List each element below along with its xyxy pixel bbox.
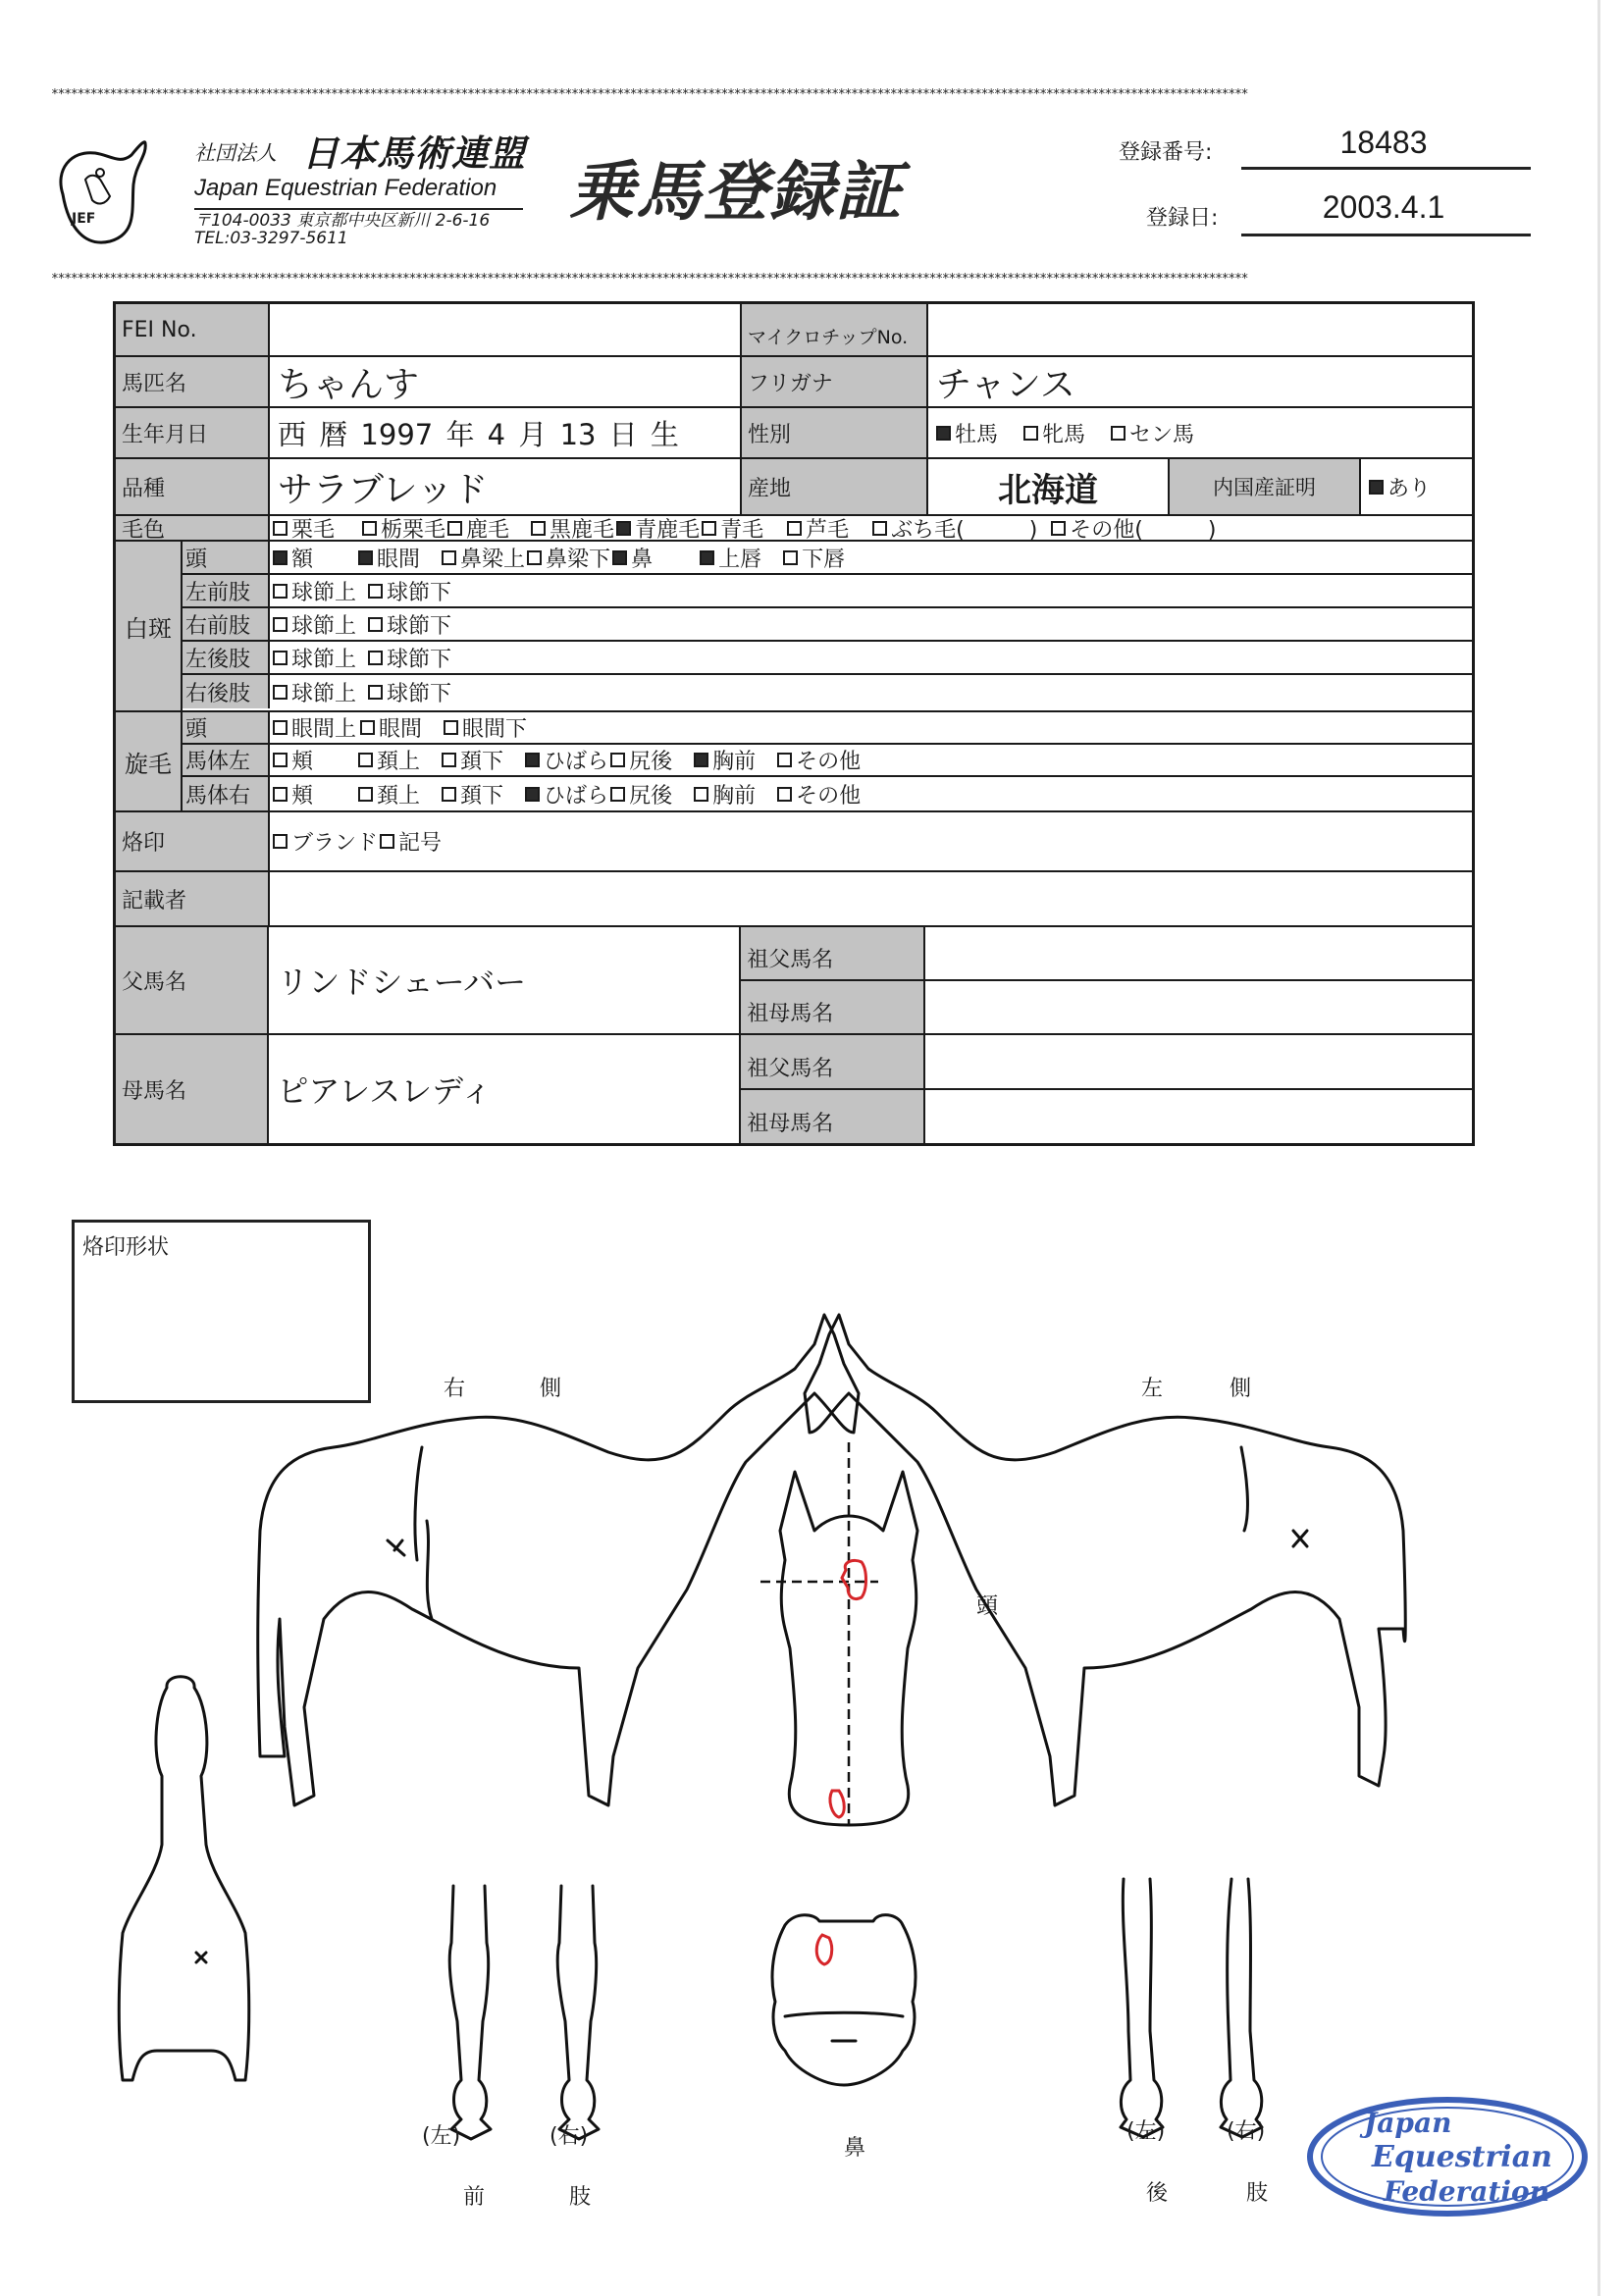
checkbox-label: 眼間 [377, 547, 421, 572]
whorls-row-body-left [183, 745, 1472, 777]
hindlimb-caption-2: 肢 [1246, 2181, 1269, 2206]
forelimb-caption-1: 前 [463, 2185, 486, 2210]
field-furigana[interactable]: チャンス [936, 364, 1075, 405]
checkbox-icon [273, 753, 288, 767]
checkbox-brand[interactable] [273, 826, 378, 857]
checkbox-label: 鼻梁下 [546, 547, 611, 572]
checkbox-icon [273, 720, 288, 735]
checkbox-icon [273, 617, 288, 632]
checkbox-label: 眼間 [379, 717, 423, 742]
checkbox-label: 球節上 [291, 681, 357, 706]
row-fei-microchip [116, 304, 1472, 357]
field-brand [270, 812, 1472, 870]
sublabel: 頭 [183, 712, 270, 743]
label-white-markings: 白斑 [116, 542, 183, 710]
horse-head-front-icon [760, 1442, 917, 1825]
sublabel: 左前肢 [183, 575, 270, 606]
checkbox-below-fetlock[interactable] [368, 677, 451, 707]
sublabel: 右前肢 [183, 608, 270, 640]
label-grandsire: 祖父馬名 [739, 927, 925, 979]
field-coat-color [270, 516, 1472, 543]
checkbox-icon [1023, 426, 1038, 441]
options [270, 608, 463, 640]
label-whorls: 旋毛 [116, 712, 183, 810]
checkbox-icon [787, 521, 802, 536]
checkbox-coat-4[interactable] [616, 513, 700, 544]
checkbox-1[interactable] [358, 779, 420, 809]
checkbox-icon [783, 550, 798, 565]
checkbox-below-fetlock[interactable] [368, 576, 451, 606]
hindlimb-right-label: (右) [1227, 2119, 1266, 2144]
jef-seal-stamp [1305, 2093, 1590, 2220]
checkbox-icon [273, 584, 288, 599]
checkbox-1[interactable] [358, 745, 420, 775]
white-markings-row-left-hind [183, 642, 1472, 675]
sublabel: 右後肢 [183, 675, 270, 708]
brand-shape-label: 烙印形状 [82, 1235, 170, 1260]
star-divider-bottom: **************************************************************************************************************************************************************************************** [51, 273, 1248, 287]
checkbox-5[interactable] [694, 779, 756, 809]
field-fei-no[interactable] [270, 304, 742, 355]
checkbox-label: その他 [796, 750, 862, 774]
row-coat-color [116, 516, 1472, 542]
label-granddam: 祖母馬名 [739, 1090, 925, 1143]
checkbox-coat-8[interactable] [1051, 513, 1216, 544]
checkbox-label: 胸前 [712, 783, 757, 809]
label-horse-name: 馬匹名 [116, 357, 270, 406]
checkbox-icon [531, 521, 546, 536]
field-dam-granddam[interactable] [925, 1090, 1472, 1143]
checkbox-checked-icon [525, 787, 540, 802]
checkbox-icon [447, 521, 462, 536]
white-markings-row-right-fore [183, 608, 1472, 642]
checkbox-3[interactable] [525, 779, 608, 809]
checkbox-label: 黒鹿毛 [550, 517, 615, 543]
checkbox-label: 下唇 [802, 547, 846, 572]
checkbox-label: 頚上 [377, 783, 421, 809]
field-horse-name[interactable]: ちゃんす [270, 357, 742, 406]
checkbox-label: 記号 [398, 831, 443, 856]
field-recorder[interactable] [270, 872, 1472, 925]
document-title: 乗馬登録証 [569, 154, 903, 230]
checkbox-whorl-head-0[interactable] [273, 712, 356, 743]
white-markings-head-options [270, 542, 857, 573]
label-grandsire: 祖父馬名 [739, 1035, 925, 1088]
checkbox-coat-1[interactable] [362, 513, 445, 544]
horse-right-side-icon [258, 1315, 859, 1805]
checkbox-wm-head-2[interactable] [442, 543, 525, 573]
hindlimb-left-label: (左) [1126, 2119, 1166, 2144]
checkbox-label: 球節下 [387, 647, 452, 672]
checkbox-label: 球節下 [387, 580, 452, 605]
checkbox-icon [872, 521, 887, 536]
white-markings-rows [183, 542, 1472, 710]
row-sire-grandsire [739, 927, 1472, 981]
checkbox-label: 牡馬 [955, 422, 999, 447]
checkbox-above-fetlock[interactable] [273, 677, 356, 707]
jef-logo-icon [51, 135, 149, 248]
row-sire-granddam [739, 981, 1472, 1033]
checkbox-label: 頬 [291, 750, 314, 774]
forelimbs-icon [449, 1886, 599, 2139]
checkbox-wm-head-5[interactable] [700, 543, 761, 573]
checkbox-icon [610, 753, 625, 767]
star-divider-top: **************************************************************************************************************************************************************************************** [51, 88, 1248, 102]
field-sire-grandsire[interactable] [925, 927, 1472, 979]
label-coat-color: 毛色 [116, 516, 270, 540]
org-address [194, 212, 490, 247]
checkbox-label: 頚下 [460, 783, 504, 809]
checkbox-label: 栗毛 [291, 517, 336, 543]
logo-text: JEF [72, 211, 96, 227]
checkbox-icon [610, 787, 625, 802]
checkbox-label: 尻後 [629, 783, 673, 809]
hindlimb-caption-1: 後 [1146, 2181, 1169, 2206]
checkbox-label: セン馬 [1129, 422, 1195, 447]
sire-grandparents [739, 927, 1472, 1033]
checkbox-icon [358, 787, 373, 802]
registration-number-label: 登録番号: [1119, 140, 1213, 165]
checkbox-6[interactable] [777, 779, 861, 809]
row-birth-sex [116, 408, 1472, 459]
group-white-markings [116, 542, 1472, 712]
checkbox-icon [777, 753, 792, 767]
checkbox-sex-gelding[interactable] [1111, 418, 1194, 448]
checkbox-label: 球節上 [291, 580, 357, 605]
field-breed[interactable]: サラブレッド [270, 459, 742, 514]
checkbox-coat-6[interactable] [787, 513, 849, 544]
field-sire-granddam[interactable] [925, 981, 1472, 1033]
checkbox-icon [362, 521, 377, 536]
field-microchip-no[interactable] [928, 304, 1472, 355]
checkbox-domestic-cert-yes[interactable] [1369, 472, 1431, 502]
checkbox-label: 鼻 [631, 547, 654, 572]
whorls-row-body-right [183, 777, 1472, 810]
field-dam-grandsire[interactable] [925, 1035, 1472, 1088]
group-whorls [116, 712, 1472, 812]
label-brand: 烙印 [116, 812, 270, 870]
left-side-label-2: 側 [1230, 1377, 1252, 1401]
checkbox-above-fetlock[interactable] [273, 576, 356, 606]
checkbox-checked-icon [273, 550, 288, 565]
options [270, 712, 539, 743]
row-brand [116, 812, 1472, 872]
checkbox-wm-head-1[interactable] [358, 543, 420, 573]
checkbox-coat-0[interactable] [273, 513, 335, 544]
checkbox-icon [694, 787, 708, 802]
label-furigana: フリガナ [742, 357, 928, 406]
label-birth-date: 生年月日 [116, 408, 270, 457]
options [270, 777, 872, 810]
label-origin: 産地 [742, 459, 928, 514]
checkbox-label: 鹿毛 [466, 517, 510, 543]
checkbox-3[interactable] [525, 745, 608, 775]
checkbox-2[interactable] [442, 779, 503, 809]
checkbox-label: 眼間下 [462, 717, 528, 742]
seal-line-3: Federation [1384, 2175, 1550, 2208]
checkbox-label: ひばら [544, 783, 609, 809]
checkbox-label: 眼間上 [291, 717, 357, 742]
checkbox-checked-icon [936, 426, 951, 441]
label-domestic-cert: 内国産証明 [1170, 459, 1361, 514]
registration-number: 18483 [1339, 125, 1428, 160]
checkbox-icon [702, 521, 716, 536]
address-line: 〒104-0033 東京都中央区新川 2-6-16 [194, 211, 491, 231]
registration-number-underline [1241, 167, 1531, 170]
label-recorder: 記載者 [116, 872, 270, 925]
checkbox-5[interactable] [694, 745, 756, 775]
checkbox-label: 青鹿毛 [635, 517, 701, 543]
sublabel: 左後肢 [183, 642, 270, 673]
checkbox-checked-icon [1369, 480, 1384, 495]
label-sex: 性別 [742, 408, 928, 457]
hindlimbs-icon [1121, 1879, 1262, 2137]
white-markings-row-left-fore [183, 575, 1472, 608]
checkbox-label: 栃栗毛 [381, 517, 446, 543]
forelimb-caption-2: 肢 [569, 2185, 592, 2210]
checkbox-icon [1051, 521, 1066, 536]
field-birth-date[interactable]: 西 暦 1997 年 4 月 13 日 生 [270, 408, 742, 457]
checkbox-icon [273, 685, 288, 700]
checkbox-4[interactable] [610, 779, 672, 809]
registration-date-label: 登録日: [1146, 206, 1219, 231]
options [270, 745, 872, 775]
checkbox-icon [442, 550, 456, 565]
right-side-label-1: 右 [444, 1377, 466, 1401]
checkbox-label: 頚上 [377, 750, 421, 774]
checkbox-label: 頬 [291, 783, 314, 809]
checkbox-label: 尻後 [629, 750, 673, 774]
checkbox-label: その他 [796, 783, 862, 809]
seal-line-2: Equestrian [1372, 2140, 1552, 2174]
field-sire[interactable]: リンドシェーバー [277, 964, 527, 1001]
org-name-en: Japan Equestrian Federation [194, 175, 497, 201]
field-dam[interactable]: ピアレスレディ [277, 1072, 493, 1110]
checkbox-icon [777, 787, 792, 802]
checkbox-label: 牝馬 [1042, 422, 1086, 447]
row-dam [116, 1035, 1472, 1143]
checkbox-icon [368, 651, 383, 665]
row-dam-granddam [739, 1090, 1472, 1143]
forelimb-left-label: (左) [422, 2124, 461, 2149]
tel-line: TEL:03-3297-5611 [194, 229, 348, 248]
checkbox-coat-5[interactable] [702, 513, 763, 544]
org-rule [194, 208, 523, 210]
checkbox-coat-3[interactable] [531, 513, 614, 544]
checkbox-checked-icon [700, 550, 714, 565]
checkbox-icon [444, 720, 458, 735]
checkbox-label: ブランド [291, 831, 379, 856]
label-fei-no: FEI No. [116, 304, 270, 355]
checkbox-label: 上唇 [718, 547, 762, 572]
horse-left-side-icon [805, 1315, 1405, 1805]
checkbox-label: 球節下 [387, 681, 452, 706]
dam-grandparents [739, 1035, 1472, 1143]
field-sex [928, 408, 1472, 457]
registration-date-underline [1241, 234, 1531, 236]
horse-top-view-icon [119, 1677, 249, 2080]
label-breed: 品種 [116, 459, 270, 514]
label-dam: 母馬名 [116, 1035, 269, 1143]
sublabel: 頭 [183, 542, 270, 573]
checkbox-label: 球節下 [387, 613, 452, 639]
checkbox-wm-head-3[interactable] [527, 543, 610, 573]
registration-date: 2003.4.1 [1322, 189, 1445, 225]
label-granddam: 祖母馬名 [739, 981, 925, 1033]
checkbox-label: 頚下 [460, 750, 504, 774]
checkbox-0[interactable] [273, 745, 313, 775]
checkbox-label: 球節上 [291, 647, 357, 672]
checkbox-icon [360, 720, 375, 735]
checkbox-label: 胸前 [712, 750, 757, 774]
sublabel: 馬体右 [183, 777, 270, 810]
field-origin[interactable]: 北海道 [928, 459, 1170, 514]
checkbox-wm-head-6[interactable] [783, 543, 845, 573]
registration-form-table [113, 301, 1475, 1146]
row-horse-name [116, 357, 1472, 408]
checkbox-label: その他( ) [1070, 517, 1217, 543]
checkbox-sex-mare[interactable] [1023, 418, 1085, 448]
checkbox-checked-icon [358, 550, 373, 565]
checkbox-icon [380, 834, 394, 849]
checkbox-label: 青毛 [720, 517, 764, 543]
checkbox-6[interactable] [777, 745, 861, 775]
checkbox-below-fetlock[interactable] [368, 643, 451, 673]
white-markings-row-right-hind [183, 675, 1472, 708]
org-prefix: 社団法人 [194, 141, 277, 165]
checkbox-4[interactable] [610, 745, 672, 775]
checkbox-icon [273, 834, 288, 849]
sublabel: 馬体左 [183, 745, 270, 775]
options [270, 675, 463, 708]
whorls-row-head [183, 712, 1472, 745]
checkbox-below-fetlock[interactable] [368, 609, 451, 640]
row-breed-origin [116, 459, 1472, 516]
checkbox-icon [358, 753, 373, 767]
checkbox-icon [368, 584, 383, 599]
checkbox-above-fetlock[interactable] [273, 609, 356, 640]
checkbox-icon [273, 521, 288, 536]
checkbox-label: ひばら [544, 750, 609, 774]
checkbox-symbol[interactable] [380, 826, 442, 857]
checkbox-coat-7[interactable] [872, 513, 1037, 544]
row-recorder [116, 872, 1472, 927]
right-side-label-2: 側 [540, 1377, 562, 1401]
label-microchip-no: マイクロチップNo. [742, 304, 928, 355]
checkbox-label: 芦毛 [806, 517, 850, 543]
checkbox-whorl-head-2[interactable] [444, 712, 527, 743]
checkbox-wm-head-0[interactable] [273, 543, 313, 573]
checkbox-label: あり [1387, 476, 1432, 501]
nose-icon [772, 1915, 916, 2085]
checkbox-checked-icon [525, 753, 540, 767]
checkbox-icon [1111, 426, 1126, 441]
checkbox-checked-icon [612, 550, 627, 565]
head-label: 頭 [976, 1594, 999, 1619]
forelimb-right-label: (右) [550, 2124, 589, 2149]
field-domestic-cert [1361, 459, 1472, 514]
checkbox-2[interactable] [442, 745, 503, 775]
checkbox-label: 額 [291, 547, 314, 572]
checkbox-icon [273, 787, 288, 802]
row-dam-grandsire [739, 1035, 1472, 1090]
checkbox-icon [527, 550, 542, 565]
checkbox-icon [442, 753, 456, 767]
checkbox-icon [368, 685, 383, 700]
checkbox-checked-icon [694, 753, 708, 767]
nose-label: 鼻 [844, 2136, 866, 2161]
options [270, 642, 463, 673]
checkbox-coat-2[interactable] [447, 513, 509, 544]
checkbox-icon [442, 787, 456, 802]
checkbox-0[interactable] [273, 779, 313, 809]
checkbox-label: 鼻梁上 [460, 547, 526, 572]
whorls-rows [183, 712, 1472, 810]
org-name-ja: 日本馬術連盟 [302, 132, 526, 175]
label-sire: 父馬名 [116, 927, 269, 1033]
checkbox-checked-icon [616, 521, 631, 536]
options [270, 575, 463, 606]
left-side-label-1: 左 [1141, 1377, 1164, 1401]
checkbox-label: ぶち毛( ) [891, 517, 1038, 543]
checkbox-icon [273, 651, 288, 665]
checkbox-icon [368, 617, 383, 632]
row-sire [116, 927, 1472, 1035]
seal-line-1: Japan [1364, 2107, 1452, 2139]
checkbox-label: 球節上 [291, 613, 357, 639]
checkbox-wm-head-4[interactable] [612, 543, 653, 573]
checkbox-above-fetlock[interactable] [273, 643, 356, 673]
white-markings-row-head [183, 542, 1472, 575]
checkbox-sex-stallion[interactable] [936, 418, 998, 448]
checkbox-whorl-head-1[interactable] [360, 712, 422, 743]
